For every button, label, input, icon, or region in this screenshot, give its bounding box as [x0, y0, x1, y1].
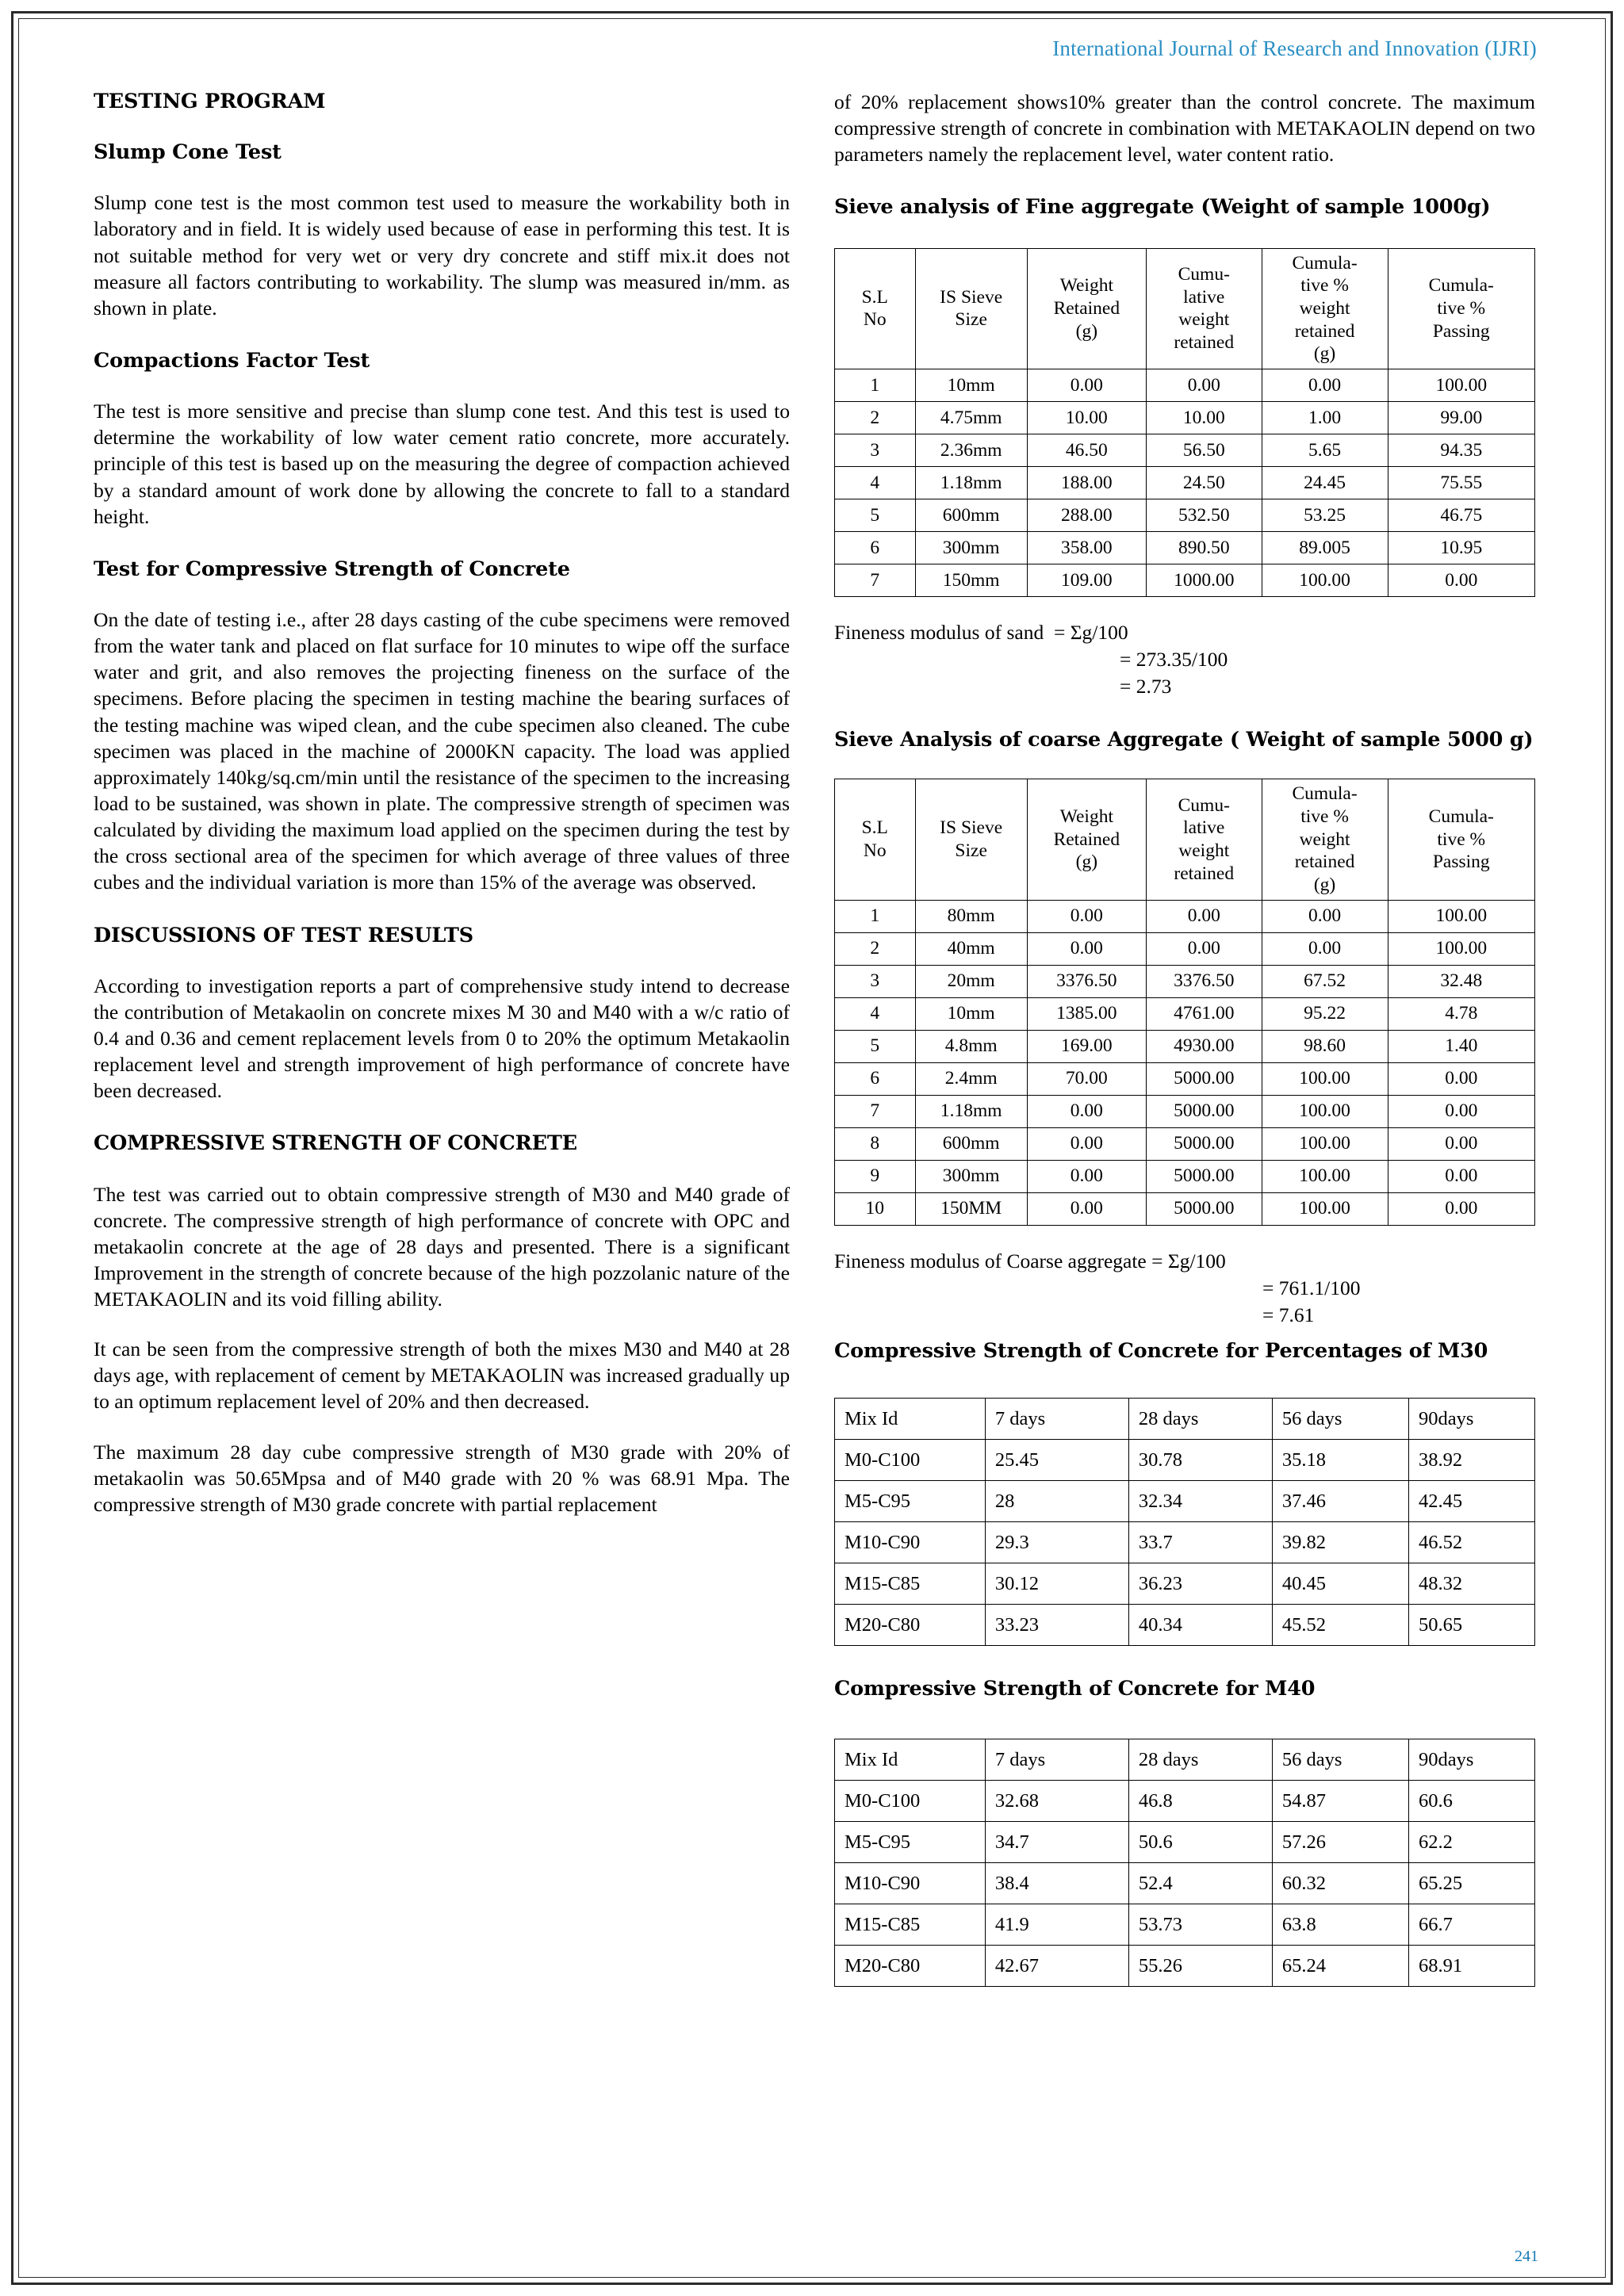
cell: 3 — [835, 965, 916, 997]
col-header-28-days: 28 days — [1128, 1399, 1272, 1440]
cell: 890.50 — [1146, 531, 1262, 564]
cell: 4 — [835, 466, 916, 499]
fineness-coarse-label: Fineness modulus of Coarse aggregate — [834, 1249, 1152, 1272]
heading-test-for-compressive-strength: Test for Compressive Strength of Concrete — [94, 557, 570, 581]
fineness-sand-line2: = 273.35/100 — [1120, 648, 1228, 671]
cell: 10.95 — [1388, 531, 1534, 564]
journal-title: International Journal of Research and Innovation (IJRI) — [1052, 36, 1537, 60]
cell: 532.50 — [1146, 499, 1262, 531]
table-coarse-aggregate-sieve — [834, 779, 1535, 1225]
table-row — [835, 932, 1535, 965]
table-row — [835, 1863, 1535, 1904]
cell: 109.00 — [1027, 564, 1146, 596]
col-header-56-days: 56 days — [1272, 1399, 1408, 1440]
cell: 0.00 — [1388, 1192, 1534, 1225]
col-header-90-days: 90days — [1409, 1739, 1535, 1781]
table-row — [835, 1605, 1535, 1646]
table-row — [835, 1440, 1535, 1481]
cell: 0.00 — [1027, 1095, 1146, 1127]
table-row — [835, 997, 1535, 1030]
table-row — [835, 434, 1535, 466]
col-header-weight-retained: Weight Retained (g) — [1027, 779, 1146, 900]
cell: 50.6 — [1128, 1822, 1272, 1863]
right-column — [834, 89, 1535, 1987]
cell: 3376.50 — [1027, 965, 1146, 997]
table-header-row — [835, 1399, 1535, 1440]
cell: 100.00 — [1388, 369, 1534, 401]
cell: 24.50 — [1146, 466, 1262, 499]
cell: 46.75 — [1388, 499, 1534, 531]
table-row — [835, 1030, 1535, 1062]
cell: 100.00 — [1262, 564, 1388, 596]
table-row — [835, 1822, 1535, 1863]
cell: 6 — [835, 531, 916, 564]
cell: 29.3 — [985, 1522, 1128, 1563]
col-header-cumulative-pct-passing: Cumula- tive % Passing — [1388, 248, 1534, 369]
cell: 6 — [835, 1062, 916, 1095]
table-header-row — [835, 1739, 1535, 1781]
cell: 30.78 — [1128, 1440, 1272, 1481]
cell: 100.00 — [1388, 900, 1534, 932]
cell: 52.4 — [1128, 1863, 1272, 1904]
cell: 1.18mm — [915, 466, 1027, 499]
cell: 37.46 — [1272, 1481, 1408, 1522]
cell: 1 — [835, 900, 916, 932]
cell: 48.32 — [1409, 1563, 1535, 1605]
cell: 0.00 — [1388, 1160, 1534, 1192]
cell: 288.00 — [1027, 499, 1146, 531]
cell: 5000.00 — [1146, 1095, 1262, 1127]
table-row — [835, 401, 1535, 434]
col-header-28-days: 28 days — [1128, 1739, 1272, 1781]
fineness-modulus-coarse — [834, 1248, 1535, 1329]
cell: 57.26 — [1272, 1822, 1408, 1863]
col-header-7-days: 7 days — [985, 1739, 1128, 1781]
cell: 38.92 — [1409, 1440, 1535, 1481]
col-header-56-days: 56 days — [1272, 1739, 1408, 1781]
fineness-modulus-sand — [834, 619, 1535, 700]
cell: 100.00 — [1262, 1127, 1388, 1160]
cell: 53.25 — [1262, 499, 1388, 531]
table-row — [835, 965, 1535, 997]
cell: 62.2 — [1409, 1822, 1535, 1863]
cell: 3376.50 — [1146, 965, 1262, 997]
cell: 40.34 — [1128, 1605, 1272, 1646]
cell: 0.00 — [1027, 932, 1146, 965]
cell: M20-C80 — [835, 1605, 986, 1646]
table-row — [835, 369, 1535, 401]
cell: 0.00 — [1027, 1192, 1146, 1225]
fineness-coarse-line1: = Σg/100 — [1151, 1249, 1226, 1272]
cell: 4.78 — [1388, 997, 1534, 1030]
col-header-sl-no: S.L No — [835, 248, 916, 369]
table-row — [835, 1160, 1535, 1192]
cell: 10mm — [915, 997, 1027, 1030]
cell: 80mm — [915, 900, 1027, 932]
table-row — [835, 1062, 1535, 1095]
heading-slump-cone-test: Slump Cone Test — [94, 140, 282, 165]
col-header-mix-id: Mix Id — [835, 1739, 986, 1781]
cell: 45.52 — [1272, 1605, 1408, 1646]
table-row — [835, 1781, 1535, 1822]
paragraph-compressive-test-procedure: On the date of testing i.e., after 28 days casting of the cube specimens were removed from the water tank and placed on flat surface for 10 minutes to wipe off the surface water and grit, and also removes the projecting fineness on the surface of the specimens. Before placing the specimen in testing machine the bearing surfaces of the testing machine was wiped clean, and the cube specimen also cleaned. The cube specimen was placed in the machine of 2000KN capacity. The load was applied approximately 140kg/sq.cm/min until the resistance of the specimen to the increasing load to be sustained, was shown in plate. The compressive strength of specimen was calculated by dividing the maximum load applied on the specimen during the test by the cross sectional area of the specimen for which average of three values of three cubes and the individual variation is more than 15% of the average was observed. — [94, 607, 790, 894]
cell: 98.60 — [1262, 1030, 1388, 1062]
cell: 1.00 — [1262, 401, 1388, 434]
heading-sieve-analysis-fine-aggregate: Sieve analysis of Fine aggregate (Weight of sample 1000g) — [834, 195, 1491, 220]
cell: 150MM — [915, 1192, 1027, 1225]
cell: 34.7 — [985, 1822, 1128, 1863]
cell: 56.50 — [1146, 434, 1262, 466]
col-header-90-days: 90days — [1409, 1399, 1535, 1440]
cell: 41.9 — [985, 1904, 1128, 1946]
paragraph-strength-1: The test was carried out to obtain compressive strength of M30 and M40 grade of concrete. The compressive strength of high performance of concrete with OPC and metakaolin concrete at the age of 28 days and presented. There is a significant Improvement in the strength of concrete because of the high pozzolanic nature of the METAKAOLIN and its void filling ability. — [94, 1182, 790, 1311]
cell: 150mm — [915, 564, 1027, 596]
cell: 2.4mm — [915, 1062, 1027, 1095]
cell: 94.35 — [1388, 434, 1534, 466]
fineness-sand-line3: = 2.73 — [1120, 675, 1172, 698]
heading-testing-program: TESTING PROGRAM — [94, 90, 326, 113]
cell: 8 — [835, 1127, 916, 1160]
fineness-coarse-line3: = 7.61 — [1262, 1303, 1315, 1327]
table-row — [835, 1904, 1535, 1946]
cell: 46.50 — [1027, 434, 1146, 466]
cell: 68.91 — [1409, 1946, 1535, 1987]
col-header-is-sieve-size: IS Sieve Size — [915, 248, 1027, 369]
table-row — [835, 1563, 1535, 1605]
cell: 100.00 — [1262, 1160, 1388, 1192]
cell: 100.00 — [1262, 1192, 1388, 1225]
cell: M0-C100 — [835, 1440, 986, 1481]
table-row — [835, 499, 1535, 531]
cell: 24.45 — [1262, 466, 1388, 499]
cell: 66.7 — [1409, 1904, 1535, 1946]
cell: 55.26 — [1128, 1946, 1272, 1987]
cell: 600mm — [915, 1127, 1027, 1160]
cell: 36.23 — [1128, 1563, 1272, 1605]
cell: 10.00 — [1027, 401, 1146, 434]
cell: 5 — [835, 499, 916, 531]
cell: 5 — [835, 1030, 916, 1062]
cell: 0.00 — [1388, 1095, 1534, 1127]
cell: 4.75mm — [915, 401, 1027, 434]
cell: 1.40 — [1388, 1030, 1534, 1062]
cell: 300mm — [915, 531, 1027, 564]
fineness-sand-label: Fineness modulus of sand = — [834, 620, 1071, 644]
paragraph-slump-cone: Slump cone test is the most common test used to measure the workability both in laboratory and in field. It is widely used because of ease in performing this test. It is not suitable method for very wet or very dry concrete and stiff mix.it does not measure all factors contributing to workability. The slump was measured in/mm. as shown in plate. — [94, 191, 790, 320]
table-row — [835, 1481, 1535, 1522]
cell: 50.65 — [1409, 1605, 1535, 1646]
heading-discussions-of-test-results: DISCUSSIONS OF TEST RESULTS — [94, 923, 474, 947]
col-header-cumulative-pct-passing: Cumula- tive % Passing — [1388, 779, 1534, 900]
cell: 30.12 — [985, 1563, 1128, 1605]
cell: 0.00 — [1262, 900, 1388, 932]
cell: 0.00 — [1027, 1160, 1146, 1192]
table-row — [835, 1095, 1535, 1127]
cell: 4.8mm — [915, 1030, 1027, 1062]
cell: 0.00 — [1027, 900, 1146, 932]
cell: 600mm — [915, 499, 1027, 531]
cell: 40mm — [915, 932, 1027, 965]
table-row — [835, 1946, 1535, 1987]
fineness-sand-line1: Σg/100 — [1070, 620, 1128, 644]
cell: 28 — [985, 1481, 1128, 1522]
paragraph-compactions-factor: The test is more sensitive and precise than slump cone test. And this test is used to determine the workability of low water cement ratio concrete, more accurately. principle of this test is based up on the measuring the degree of compaction achieved by a standard amount of work done by allowing the concrete to fall to a standard height. — [94, 400, 790, 528]
col-header-7-days: 7 days — [985, 1399, 1128, 1440]
heading-compressive-strength-m40: Compressive Strength of Concrete for M40 — [834, 1677, 1316, 1701]
paragraph-strength-3: The maximum 28 day cube compressive strength of M30 grade with 20% of metakaolin was 50.65Mpsa and of M40 grade with 20 % was 68.91 Mpa. The compressive strength of M30 grade concrete with partial replacement — [94, 1440, 790, 1516]
cell: 188.00 — [1027, 466, 1146, 499]
left-column — [94, 89, 790, 1987]
table-row — [835, 564, 1535, 596]
heading-compressive-strength-m30: Compressive Strength of Concrete for Percentages of M30 — [834, 1339, 1488, 1364]
cell: 5000.00 — [1146, 1192, 1262, 1225]
table-row — [835, 466, 1535, 499]
cell: 0.00 — [1146, 369, 1262, 401]
cell: 60.6 — [1409, 1781, 1535, 1822]
cell: 3 — [835, 434, 916, 466]
cell: 0.00 — [1262, 369, 1388, 401]
cell: 63.8 — [1272, 1904, 1408, 1946]
col-header-cumulative-weight-retained: Cumu- lative weight retained — [1146, 248, 1262, 369]
col-header-sl-no: S.L No — [835, 779, 916, 900]
cell: 0.00 — [1262, 932, 1388, 965]
table-row — [835, 900, 1535, 932]
cell: 60.32 — [1272, 1863, 1408, 1904]
cell: 100.00 — [1388, 932, 1534, 965]
cell: 54.87 — [1272, 1781, 1408, 1822]
cell: 39.82 — [1272, 1522, 1408, 1563]
col-header-weight-retained: Weight Retained (g) — [1027, 248, 1146, 369]
cell: 25.45 — [985, 1440, 1128, 1481]
cell: 1 — [835, 369, 916, 401]
cell: 33.7 — [1128, 1522, 1272, 1563]
cell: 169.00 — [1027, 1030, 1146, 1062]
cell: M5-C95 — [835, 1822, 986, 1863]
cell: M10-C90 — [835, 1863, 986, 1904]
cell: 65.24 — [1272, 1946, 1408, 1987]
cell: 5000.00 — [1146, 1062, 1262, 1095]
cell: 1.18mm — [915, 1095, 1027, 1127]
paragraph-continued-from-left: of 20% replacement shows10% greater than the control concrete. The maximum compressive strength of concrete in combination with METAKAOLIN depend on two parameters namely the replacement level, water content ratio. — [834, 90, 1535, 166]
cell: 100.00 — [1262, 1095, 1388, 1127]
col-header-cumulative-pct-weight-retained: Cumula- tive % weight retained (g) — [1262, 248, 1388, 369]
table-compressive-strength-m30 — [834, 1398, 1535, 1646]
cell: 0.00 — [1027, 369, 1146, 401]
cell: 32.48 — [1388, 965, 1534, 997]
cell: 4 — [835, 997, 916, 1030]
cell: 300mm — [915, 1160, 1027, 1192]
paragraph-discussions: According to investigation reports a part of comprehensive study intend to decrease the contribution of Metakaolin on concrete mixes M 30 and M40 with a w/c ratio of 0.4 and 0.36 and cement replacement levels from 0 to 20% the optimum Metakaolin replacement level and strength improvement of high performance of concrete have been decreased. — [94, 974, 790, 1103]
col-header-mix-id: Mix Id — [835, 1399, 986, 1440]
cell: M20-C80 — [835, 1946, 986, 1987]
cell: 2.36mm — [915, 434, 1027, 466]
cell: M15-C85 — [835, 1563, 986, 1605]
table-row — [835, 1127, 1535, 1160]
cell: 0.00 — [1146, 932, 1262, 965]
table-fine-aggregate-sieve — [834, 248, 1535, 597]
cell: 38.4 — [985, 1863, 1128, 1904]
cell: 0.00 — [1388, 1062, 1534, 1095]
cell: 0.00 — [1388, 1127, 1534, 1160]
cell: 75.55 — [1388, 466, 1534, 499]
cell: 10.00 — [1146, 401, 1262, 434]
paragraph-strength-2: It can be seen from the compressive strength of both the mixes M30 and M40 at 28 days age, with replacement of cement by METAKAOLIN was increased gradually up to an optimum replacement level of 20% and then decreased. — [94, 1337, 790, 1414]
cell: 35.18 — [1272, 1440, 1408, 1481]
cell: 5000.00 — [1146, 1160, 1262, 1192]
cell: 65.25 — [1409, 1863, 1535, 1904]
col-header-cumulative-weight-retained: Cumu- lative weight retained — [1146, 779, 1262, 900]
cell: 42.67 — [985, 1946, 1128, 1987]
cell: 0.00 — [1146, 900, 1262, 932]
two-column-layout — [94, 89, 1535, 1987]
heading-compressive-strength-of-concrete: COMPRESSIVE STRENGTH OF CONCRETE — [94, 1131, 577, 1156]
cell: 10mm — [915, 369, 1027, 401]
cell: 95.22 — [1262, 997, 1388, 1030]
cell: 46.52 — [1409, 1522, 1535, 1563]
cell: 53.73 — [1128, 1904, 1272, 1946]
cell: M5-C95 — [835, 1481, 986, 1522]
cell: 1000.00 — [1146, 564, 1262, 596]
cell: 99.00 — [1388, 401, 1534, 434]
cell: M10-C90 — [835, 1522, 986, 1563]
table-row — [835, 1192, 1535, 1225]
cell: 2 — [835, 932, 916, 965]
table-header-row — [835, 248, 1535, 369]
cell: 358.00 — [1027, 531, 1146, 564]
cell: 32.68 — [985, 1781, 1128, 1822]
cell: M15-C85 — [835, 1904, 986, 1946]
cell: 42.45 — [1409, 1481, 1535, 1522]
cell: 1385.00 — [1027, 997, 1146, 1030]
cell: 10 — [835, 1192, 916, 1225]
cell: 20mm — [915, 965, 1027, 997]
cell: 4930.00 — [1146, 1030, 1262, 1062]
cell: 40.45 — [1272, 1563, 1408, 1605]
cell: 67.52 — [1262, 965, 1388, 997]
heading-sieve-analysis-coarse-aggregate: Sieve Analysis of coarse Aggregate ( Weight of sample 5000 g) — [834, 728, 1534, 752]
page-number: 241 — [1515, 2248, 1538, 2265]
table-row — [835, 1522, 1535, 1563]
cell: 100.00 — [1262, 1062, 1388, 1095]
cell: 9 — [835, 1160, 916, 1192]
cell: 32.34 — [1128, 1481, 1272, 1522]
cell: 46.8 — [1128, 1781, 1272, 1822]
fineness-coarse-line2: = 761.1/100 — [1262, 1276, 1361, 1299]
cell: 7 — [835, 1095, 916, 1127]
col-header-is-sieve-size: IS Sieve Size — [915, 779, 1027, 900]
table-header-row — [835, 779, 1535, 900]
cell: 0.00 — [1388, 564, 1534, 596]
cell: 5000.00 — [1146, 1127, 1262, 1160]
table-row — [835, 531, 1535, 564]
col-header-cumulative-pct-weight-retained: Cumula- tive % weight retained (g) — [1262, 779, 1388, 900]
cell: 2 — [835, 401, 916, 434]
table-compressive-strength-m40 — [834, 1739, 1535, 1987]
cell: 5.65 — [1262, 434, 1388, 466]
cell: 89.005 — [1262, 531, 1388, 564]
cell: 70.00 — [1027, 1062, 1146, 1095]
cell: M0-C100 — [835, 1781, 986, 1822]
cell: 0.00 — [1027, 1127, 1146, 1160]
cell: 7 — [835, 564, 916, 596]
cell: 33.23 — [985, 1605, 1128, 1646]
cell: 4761.00 — [1146, 997, 1262, 1030]
heading-compactions-factor-test: Compactions Factor Test — [94, 348, 370, 373]
